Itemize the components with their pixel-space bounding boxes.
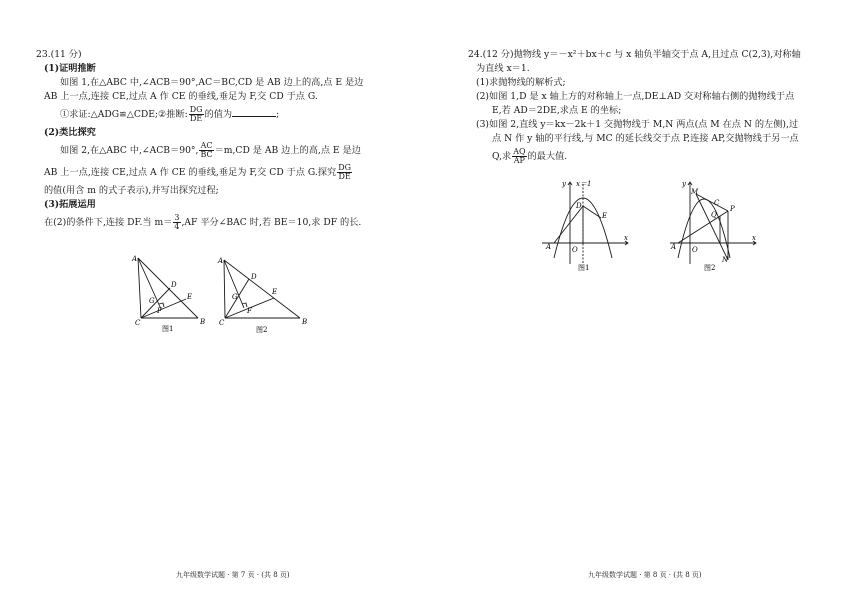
label-g: G bbox=[149, 297, 155, 305]
label-a: A bbox=[132, 255, 138, 263]
q23-part2-line2 bbox=[36, 162, 418, 184]
label-b: B bbox=[200, 318, 206, 326]
label-b: B bbox=[302, 318, 308, 326]
q24-part3-text-a: Q,求 bbox=[492, 151, 512, 162]
label-a: A bbox=[671, 243, 677, 251]
q23-part2-text-c: AB 上一点,连接 CE,过点 A 作 CE 的垂线,垂足为 F,交 CD 于点 G.探究 bbox=[44, 167, 337, 178]
q23-part3-line1 bbox=[36, 212, 418, 234]
q23-part2-text-b: ＝m,CD 是 AB 边上的高,点 E 是边 bbox=[214, 145, 361, 156]
q24-part3-line1: (3)如图 2,直线 y＝kx－2k＋1 交抛物线于 M,N 两点(点 M 在点 N 的左侧),过 bbox=[476, 119, 799, 130]
q23-part2-text-a: 如图 2,在△ABC 中,∠ACB＝90°, bbox=[60, 145, 199, 156]
figure-2-caption: 图2 bbox=[704, 264, 716, 272]
fraction-dg-de-2: $\frac{DG}{DE}$ bbox=[338, 163, 352, 181]
axis-x-label: x bbox=[624, 234, 628, 242]
page-8 bbox=[430, 0, 860, 609]
symmetry-axis-label: x＝1 bbox=[576, 180, 592, 188]
q23-header: 23.(11 分) bbox=[36, 49, 82, 60]
question-23 bbox=[36, 48, 418, 234]
label-d: D bbox=[251, 273, 257, 281]
label-e: E bbox=[187, 293, 193, 301]
q23-figure-1 bbox=[126, 252, 210, 334]
fraction-aq-ap: $\frac{AQ}{AP}$ bbox=[513, 147, 526, 165]
fraction-dg-de: $\frac{DG}{DE}$ bbox=[189, 105, 203, 123]
q23-part1-text-a: ①求证:△ADG≌△CDE;②推断: bbox=[60, 109, 188, 120]
q23-part3-text-a: 在(2)的条件下,连接 DF.当 m＝ bbox=[44, 217, 173, 228]
label-c: C bbox=[714, 199, 720, 207]
q23-part3-title: (3)拓展运用 bbox=[44, 199, 96, 210]
q23-part3-text-b: ,AF 平分∠BAC 时,若 BE＝10,求 DF 的长. bbox=[181, 217, 362, 228]
q23-part2-line1 bbox=[36, 140, 418, 162]
q24-header: 24.(12 分)抛物线 y＝－x²＋bx＋c 与 x 轴负半轴交于点 A,且过点 C(2,3),对称轴 bbox=[468, 49, 801, 60]
q23-part1-line2: AB 上一点,连接 CE,过点 A 作 CE 的垂线,垂足为 F,交 CD 于点 G. bbox=[44, 91, 318, 102]
figure-1-caption: 图1 bbox=[162, 325, 174, 333]
q24-part2-line1: (2)如图 1,D 是 x 轴上方的对称轴上一点,DE⊥AD 交对称轴右侧的抛物线于点 bbox=[476, 91, 795, 102]
fraction-ac-bc: $\frac{AC}{BC}$ bbox=[200, 141, 213, 159]
q23-part1-line1: 如图 1,在△ABC 中,∠ACB＝90°,AC＝BC,CD 是 AB 边上的高,点 E 是边 bbox=[60, 77, 364, 88]
q24-figure-2 bbox=[666, 176, 762, 274]
label-n: N bbox=[722, 256, 729, 264]
q23-part1-line3 bbox=[36, 104, 418, 126]
q24-part2-line2: E,若 AD＝2DE,求点 E 的坐标; bbox=[492, 105, 622, 116]
q24-line2: 为直线 x＝1. bbox=[476, 63, 530, 74]
label-o: O bbox=[572, 246, 578, 254]
axis-x-label: x bbox=[752, 234, 756, 242]
label-f: F bbox=[247, 307, 252, 315]
label-e: E bbox=[602, 212, 608, 220]
q23-part2-line3: 的值(用含 m 的式子表示),并写出探究过程; bbox=[44, 185, 219, 196]
label-o: O bbox=[692, 246, 698, 254]
label-c: C bbox=[135, 319, 141, 327]
label-a: A bbox=[546, 243, 552, 251]
q24-figure-1 bbox=[538, 176, 632, 274]
page-7-footer: 九年级数学试题 · 第 7 页 · (共 8 页) bbox=[176, 571, 290, 579]
figure-1-caption: 图1 bbox=[578, 264, 590, 272]
label-m: M bbox=[691, 188, 699, 196]
label-a: A bbox=[218, 257, 224, 265]
q23-part1-title: (1)证明推断 bbox=[44, 63, 96, 74]
question-24 bbox=[468, 48, 838, 168]
q23-figure-2 bbox=[214, 252, 310, 336]
q24-part3-text-b: 的最大值. bbox=[527, 151, 568, 162]
q23-part2-title: (2)类比探究 bbox=[44, 127, 96, 138]
page-8-footer: 九年级数学试题 · 第 8 页 · (共 8 页) bbox=[588, 571, 702, 579]
q23-part1-text-c: ; bbox=[276, 109, 280, 120]
label-d: D bbox=[171, 281, 177, 289]
answer-blank bbox=[232, 107, 276, 117]
label-e: E bbox=[272, 288, 278, 296]
q23-part1-text-b: 的值为 bbox=[204, 109, 233, 120]
label-f: F bbox=[157, 307, 162, 315]
axis-y-label: y bbox=[682, 180, 686, 188]
label-q: Q bbox=[711, 211, 717, 219]
q24-part1: (1)求抛物线的解析式; bbox=[476, 77, 566, 88]
q24-part3-line2: 点 N 作 y 轴的平行线,与 MC 的延长线交于点 P,连接 AP,交抛物线于另一点 bbox=[492, 133, 799, 144]
label-d: D bbox=[576, 202, 582, 210]
fraction-3-4: $\frac{3}{4}$ bbox=[174, 213, 180, 231]
label-g: G bbox=[232, 293, 238, 301]
q24-part3-line3 bbox=[468, 146, 838, 168]
axis-y-label: y bbox=[562, 180, 566, 188]
figure-2-caption: 图2 bbox=[256, 326, 268, 334]
label-p: P bbox=[730, 205, 735, 213]
label-c: C bbox=[219, 319, 225, 327]
